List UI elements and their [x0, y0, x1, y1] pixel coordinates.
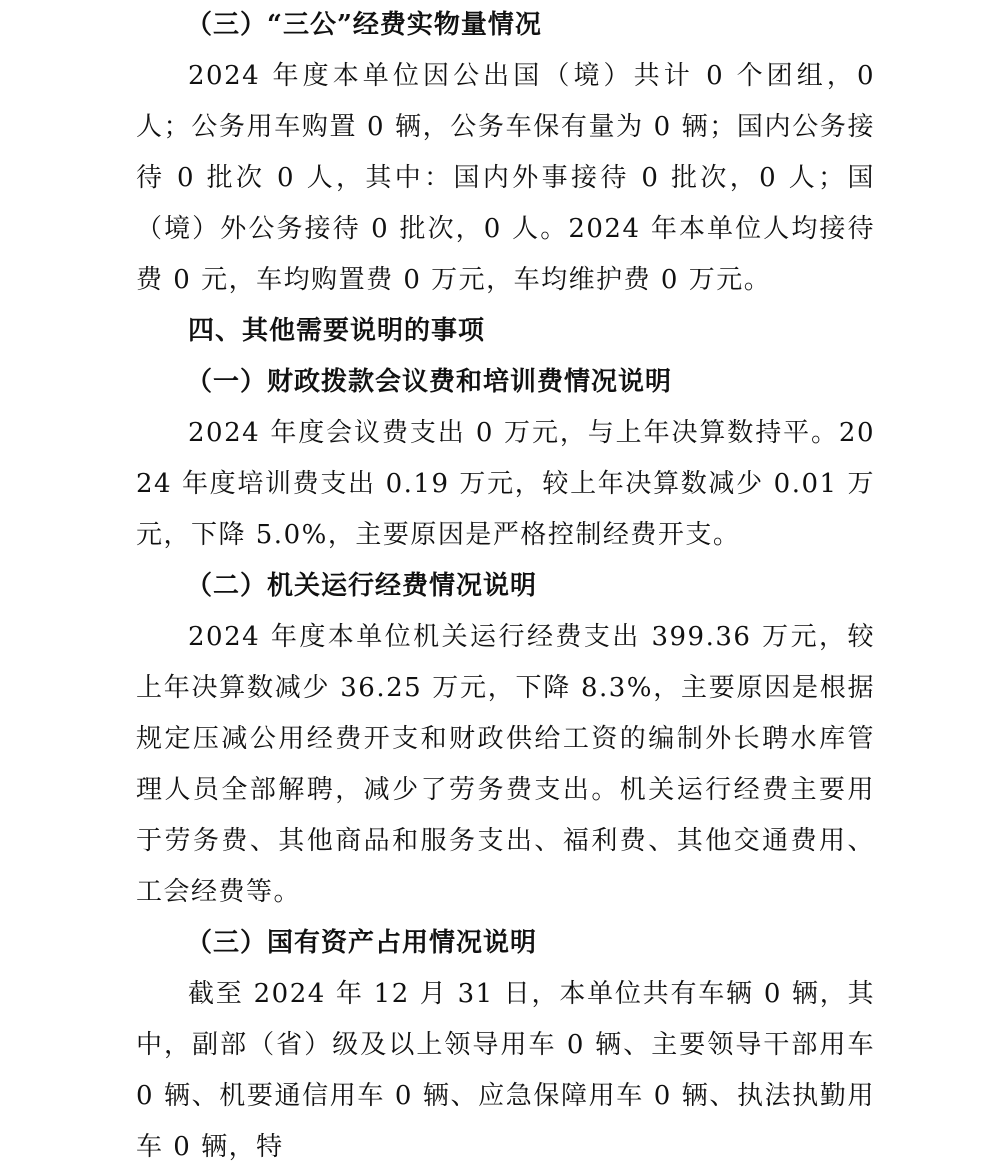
subheading-operating-expenses: （二）机关运行经费情况说明 [186, 571, 538, 601]
subheading-sangong-quantity: （三）“三公”经费实物量情况 [186, 10, 542, 40]
paragraph-meeting-training: 2024 年度会议费支出 0 万元，与上年决算数持平。2024 年度培训费支出 0.19 万元，较上年决算数减少 0.01 万元，下降 5.0%，主要原因是严格控制经费开支。 [136, 418, 875, 550]
paragraph-sangong-quantity: 2024 年度本单位因公出国（境）共计 0 个团组，0 人；公务用车购置 0 辆，公务车保有量为 0 辆；国内公务接待 0 批次 0 人，其中：国内外事接待 0 批次，0 人；国（境）外公务接待 0 批次，0 人。2024 年本单位人均接待费 0 元，车均购置费 0 万元，车均维护费 0 万元。 [136, 61, 875, 295]
subheading-meeting-training: （一）财政拨款会议费和培训费情况说明 [186, 367, 673, 397]
paragraph-state-assets: 截至 2024 年 12 月 31 日，本单位共有车辆 0 辆，其中，副部（省）级及以上领导用车 0 辆、主要领导干部用车 0 辆、机要通信用车 0 辆、应急保障用车 0 辆、执法执勤用车 0 辆，特 [136, 979, 875, 1162]
paragraph-operating-expenses: 2024 年度本单位机关运行经费支出 399.36 万元，较上年决算数减少 36.25 万元，下降 8.3%，主要原因是根据规定压减公用经费开支和财政供给工资的编制外长聘水库管理人员全部解聘，减少了劳务费支出。机关运行经费主要用于劳务费、其他商品和服务支出、福利费、其他交通费用、工会经费等。 [136, 622, 875, 907]
heading-other-matters: 四、其他需要说明的事项 [188, 316, 486, 346]
subheading-state-assets: （三）国有资产占用情况说明 [186, 928, 538, 958]
